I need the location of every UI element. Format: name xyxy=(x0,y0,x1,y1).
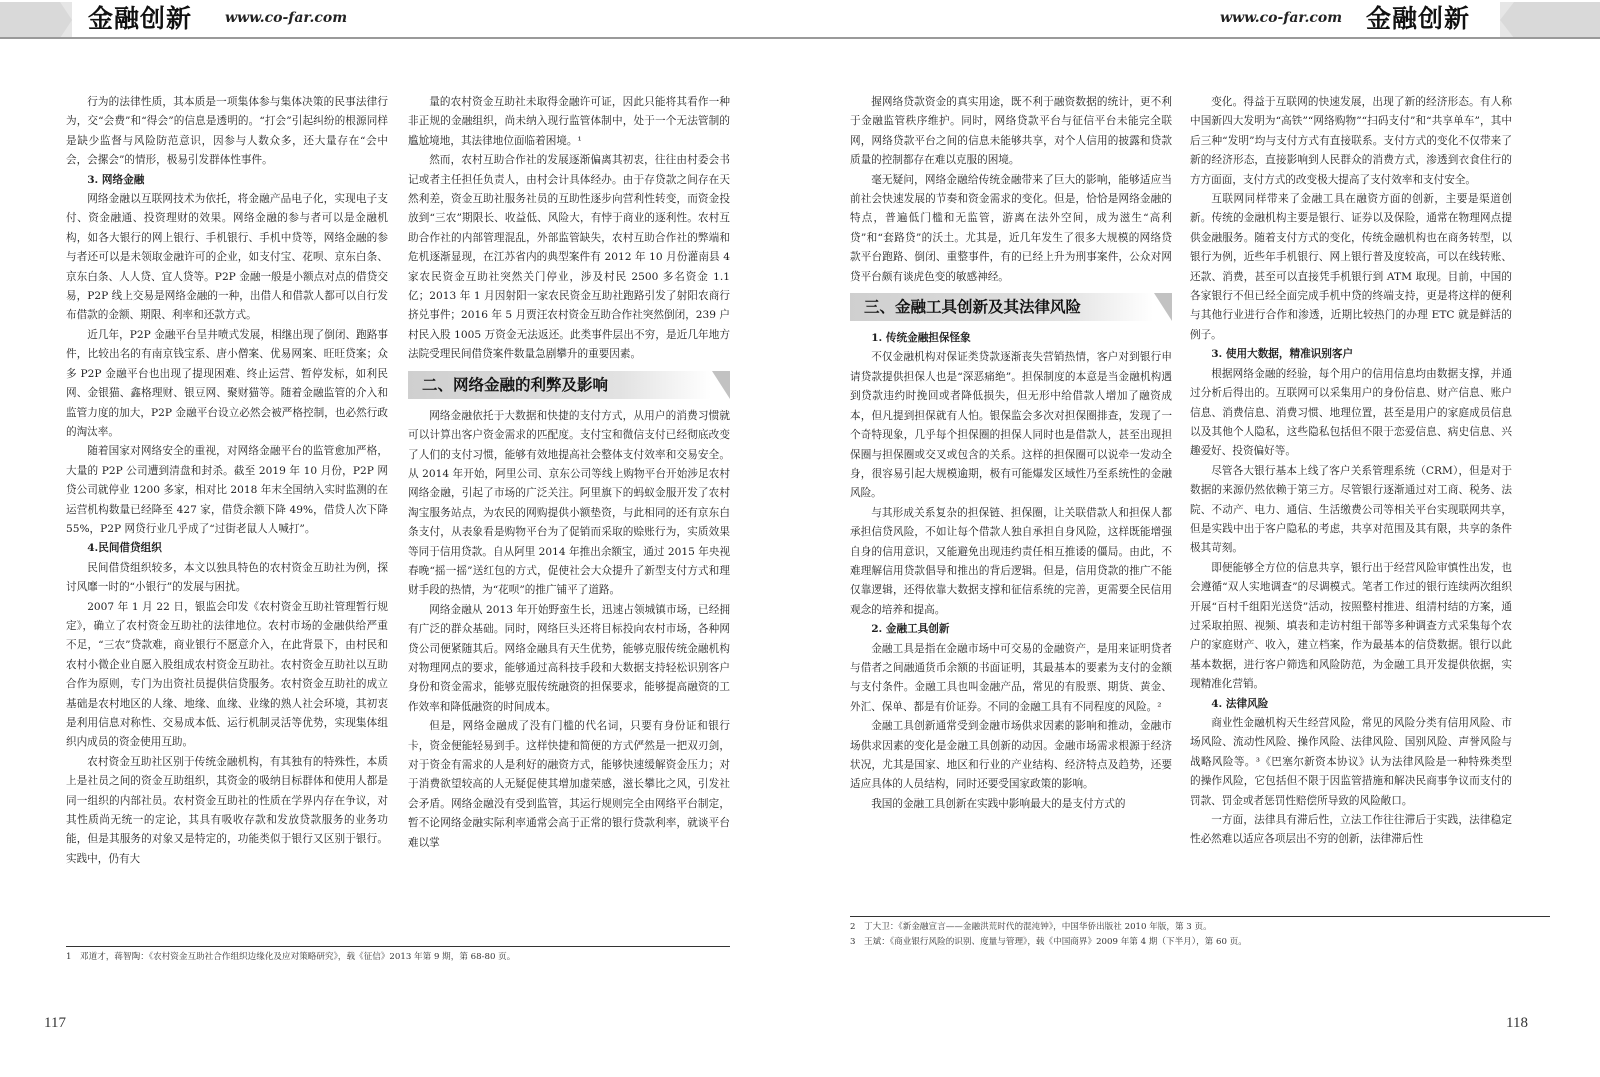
paragraph: 网络金融从 2013 年开始野蛮生长，迅速占领城镇市场，已经拥有广泛的群众基础。同时，网络巨头还将目标投向农村市场，各种网贷公司便紧随其后。网络金融具有天生优势，能够克服传统金融机构对物理网点的要求，能够通过高科技手段和大数据支持轻松识别客户身份和资金需求，能够克服传统融资的担保要求，能够提高融资的工作效率和降低融资的时间成本。 xyxy=(408,603,730,713)
paragraph: 量的农村资金互助社未取得金融许可证，因此只能将其看作一种非正规的金融组织，尚未纳入现行监管体制中，处于一个无法管制的尴尬境地，其法律地位面临着困境。¹ xyxy=(408,96,730,147)
footnote: 2 丁大卫：《新金融宣言——金融洪荒时代的混沌钟》，中国华侨出版社 2010 年版，第 3 页。 xyxy=(850,922,1212,932)
paragraph: 但是，网络金融成了没有门槛的代名词，只要有身份证和银行卡，资金便能轻易到手。这样快捷和简便的方式俨然是一把双刃剑，对于资金有需求的人是利好的融资方式，能够快速缓解资金压力；对于消费欲望较高的人无疑促使其增加虚荣感，滋长攀比之风，引发社会矛盾。网络金融没有受到监管，其运行规则完全由网络平台制定，暂不论网络金融实际利率通常会高于正常的银行贷款利率，就谈平台难以掌 xyxy=(408,720,730,849)
paragraph: 网络金融依托于大数据和快捷的支付方式，从用户的消费习惯就可以计算出客户资金需求的匹配度。支付宝和微信支付已经彻底改变了人们的支付习惯，能够有效地提高社会整体支付效率和交易安全。从 2014 年开始，阿里公司、京东公司等线上购物平台开始涉足农村网络金融，引起了市场的广泛关注。阿里旗下的蚂蚁金服开发了农村淘宝服务站点，为农民的网购提供小额垫资，与此相同的还有京东白条支付，从表象看是购物平台为了促销而采取的赊账行为，实质效果等同于信用贷款。自从阿里 2014 年推出余额宝，通过 2015 年央视春晚“摇一摇”送红包的方式，促使社会大众提升了新型支付方式和理财手段的热情，为“花呗”的推广铺平了道路。 xyxy=(408,409,730,597)
column-4 xyxy=(1190,93,1512,905)
paragraph: 不仅金融机构对保证类贷款逐渐丧失营销热情，客户对到银行申请贷款提供担保人也是“深恶痛绝”。担保制度的本意是当金融机构遇到贷款违约时挽回或者降低损失，但无形中给借款人增加了融资成本，但凡提到担保就有人怕。银保监会多次对担保圈排查，发现了一个奇特现象，几乎每个担保圈的担保人同时也是借款人，甚至出现担保圈与担保圈或交叉或包含的关系。这样的担保圈可以说牵一发动全身，很容易引起大规模逾期，极有可能爆发区域性乃至系统性的金融风险。 xyxy=(850,351,1172,500)
header-tab xyxy=(1500,2,1600,38)
paragraph: 商业性金融机构天生经营风险，常见的风险分类有信用风险、市场风险、流动性风险、操作风险、法律风险、国别风险、声誉风险与战略风险等。³《巴塞尔新资本协议》认为法律风险是一种特殊类型的操作风险，它包括但不限于因监管措施和解决民商事争议而支付的罚款、罚金或者惩罚性赔偿所导致的风险敞口。 xyxy=(1190,717,1512,807)
subheading: 4. 法律风险 xyxy=(1211,697,1269,710)
header-arrow-icon xyxy=(0,2,72,38)
paragraph: 毫无疑问，网络金融给传统金融带来了巨大的影响，能够适应当前社会快速发展的节奏和资金需求的变化。但是，恰恰是网络金融的特点，普遍低门槛和无监管，游离在法外空间，成为滋生“高利贷”和“套路贷”的沃土。尤其是，近几年发生了很多大规模的网络贷款平台跑路、倒闭、重整事件，有的已经上升为刑事案件，公众对网贷平台颇有谈虎色变的敏感神经。 xyxy=(850,173,1172,283)
paragraph: 我国的金融工具创新在实践中影响最大的是支付方式的 xyxy=(871,797,1126,810)
paragraph: 随着国家对网络安全的重视，对网络金融平台的监管愈加严格，大量的 P2P 公司遭到清盘和封杀。截至 2019 年 10 月份，P2P 网贷公司就停业 1200 多家，相对比 2018 年末全国纳入实时监测的在运营机构数量已经降至 427 家，借贷余额下降 49%，借贷人次下降 55%，P2P 网贷行业几乎成了“过街老鼠人人喊打”。 xyxy=(66,445,388,535)
header-title: 金融创新 xyxy=(88,4,193,33)
header-rule xyxy=(800,37,1600,39)
section-heading-text: 三、金融工具创新及其法律风险 xyxy=(864,298,1082,317)
paragraph: 变化。得益于互联网的快速发展，出现了新的经济形态。有人称中国新四大发明为“高铁”“网络购物”“扫码支付”和“共享单车”，其中后三种“发明”均与支付方式有直接联系。支付方式的变化不仅带来了新的经济形态，直接影响到人民群众的消费方式，渗透到衣食住行的方方面面，支付方式的改变极大提高了支付效率和支付安全。 xyxy=(1190,96,1512,186)
column-2 xyxy=(408,93,730,935)
paragraph: 金融工具创新通常受到金融市场供求因素的影响和推动，金融市场供求因素的变化是金融工具创新的动因。金融市场需求根源于经济状况，尤其是国家、地区和行业的产业结构、经济特点及趋势，还要适应具体的人员结构，同时还要受国家政策的影响。 xyxy=(850,720,1172,791)
page-number: 118 xyxy=(1506,1015,1528,1031)
subheading: 3. 使用大数据，精准识别客户 xyxy=(1211,348,1354,361)
paragraph: 金融工具是指在金融市场中可交易的金融资产，是用来证明贷者与借者之间融通货币余额的书面证明，其最基本的要素为支付的金额与支付条件。金融工具也叫金融产品，常见的有股票、期货、黄金、外汇、保单、都是有价证券。不同的金融工具有不同程度的风险。² xyxy=(850,642,1172,713)
footnote: 3 王斌：《商业银行风险的识别、度量与管理》，载《中国商界》2009 年第 4 期（下半月），第 60 页。 xyxy=(850,937,1247,947)
footnote: 1 邓道才，蒋智陶：《农村资金互助社合作组织边缘化及应对策略研究》，载《征信》2013 年第 9 期，第 68-80 页。 xyxy=(66,952,516,962)
subheading: 2. 金融工具创新 xyxy=(871,623,950,636)
paragraph: 即便能够全方位的信息共享，银行出于经营风险审慎性出发，也会遵循“双人实地调查”的尽调模式。笔者工作过的银行连续两次组织开展“百村千组阳光送贷”活动，按照整村推进、组清村结的方案，通过采取拍照、视频、填表和走访村组干部等多种调查方式采集每个农户的家庭财产、收入，建立档案，作为最基本的信贷数据。银行以此基本数据，进行客户筛选和风险防范，为金融工具开发提供依据，实现精准化营销。 xyxy=(1190,561,1512,691)
paragraph: 2007 年 1 月 22 日，银监会印发《农村资金互助社管理暂行规定》，确立了农村资金互助社的法律地位。农村市场的金融供给严重不足，“三农”贷款难，商业银行不愿意介入，在此背景下，由村民和农村小微企业自愿入股组成农村资金互助社。农村资金互助社以互助合作为原则，专门为出资社员提供信贷服务。农村资金互助社的成立基础是农村地区的人缘、地缘、血缘、业缘的熟人社会环境，其初衷是利用信息对称性、交易成本低、运行机制灵活等优势，实现集体组织内成员的资金使用互助。 xyxy=(66,600,388,749)
subheading: 1. 传统金融担保怪象 xyxy=(871,332,971,345)
paragraph: 近几年，P2P 金融平台呈井喷式发展，相继出现了倒闭、跑路事件，比较出名的有南京钱宝系、唐小僧案、优易网案、旺旺贷案；众多 P2P 金融平台也出现了提现困难、终止运营、暂停发标，如利民网、金银猫、鑫格理财、银豆网、聚财猫等。随着金融监管的介入和监管力度的加大，P2P 金融平台设立必然会被严格控制，也必然行政的淘汰率。 xyxy=(66,328,388,438)
paragraph: 根据网络金融的经验，每个用户的信用信息均由数据支撑，并通过分析后得出的。互联网可以采集用户的身份信息、财产信息、账户信息、消费信息、消费习惯、地理位置，甚至是用户的家庭成员信息以及其他个人隐私，这些隐私包括但不限于恋爱信息、病史信息、兴趣爱好、投资偏好等。 xyxy=(1190,367,1512,458)
column-3 xyxy=(850,93,1172,905)
header-rule xyxy=(0,37,800,39)
header-title: 金融创新 xyxy=(1366,4,1471,33)
paragraph: 然而，农村互助合作社的发展逐渐偏离其初衷，往往由村委会书记或者主任担任负责人，由村会计具体经办。由于存贷款之间存在天然利差，资金互助社服务社员的互助性逐步向营利性转变，而资金投放到“三农”期限长、收益低、风险大，有悖于商业的逐利性。农村互助合作社的内部管理混乱，外部监管缺失，农村互助合作社的弊端和危机逐渐显现，在江苏省内的典型案件有 2012 年 10 月份灌南县 4 家农民资金互助社突然关门停业，涉及村民 2500 多名资金 1.1 亿；2013 年 1 月因射阳一家农民资金互助社跑路引发了射阳农商行挤兑事件；2016 年 5 月贾汪农村资金互助合作社突然倒闭，239 户村民入股 1005 万资金无法返还。此类事件层出不穷，是近几年地方法院受理民间借贷案件数量急剧攀升的重要因素。 xyxy=(408,154,730,361)
section-heading-notch xyxy=(712,371,730,399)
footnote-rule xyxy=(66,946,730,947)
paragraph: 网络金融以互联网技术为依托，将金融产品电子化，实现电子支付、资金融通、投资理财的效果。网络金融的参与者可以是金融机构，如各大银行的网上银行、手机银行、手机中贷等，网络金融的参与者还可以是未领取金融许可的企业，如支付宝、花呗、京东白条、京东白条、人人贷、宜人贷等。P2P 金融一般是小额点对点的借贷交易，P2P 线上交易是网络金融的一种，出借人和借款人都可以自行发布借款的金额、期限、利率和还款方式。 xyxy=(66,193,388,322)
header-url: www.co-far.com xyxy=(1220,10,1343,26)
subheading: 3. 网络金融 xyxy=(87,173,145,186)
paragraph: 一方面，法律具有滞后性，立法工作往往滞后于实践，法律稳定性必然难以适应各项层出不穷的创新，法律滞后性 xyxy=(1190,814,1512,846)
right-page xyxy=(800,0,1600,1077)
paragraph: 行为的法律性质，其本质是一项集体参与集体决策的民事法律行为，交“会费”和“得会”的信息是透明的。“打会”引起纠纷的根源同样是缺少监督与风险防范意识，因参与人数众多，还大量存在“会中会，会摞会”的情形，极易引发群体性事件。 xyxy=(66,96,388,167)
column-1 xyxy=(66,93,388,935)
section-heading-notch xyxy=(1154,293,1172,321)
section-heading xyxy=(850,293,1172,321)
section-heading xyxy=(408,371,730,399)
subheading: 4.民间借贷组织 xyxy=(87,542,162,555)
paragraph: 尽管各大银行基本上线了客户关系管理系统（CRM），但是对于数据的来源仍然依赖于第三方。尽管银行逐渐通过对工商、税务、法院、不动产、电力、通信、生活缴费公司等相关平台实现联网共享，但是实践中出于客户隐私的考虑，共享对范围及其有限，共享的条件极其苛刻。 xyxy=(1190,464,1512,555)
header-url: www.co-far.com xyxy=(225,10,348,26)
section-heading-text: 二、网络金融的利弊及影响 xyxy=(422,375,609,394)
paragraph: 握网络贷款资金的真实用途，既不利于融资数据的统计，更不利于金融监管秩序维护。同时，网络贷款平台与征信平台未能完全联网，网络贷款平台之间的信息未能够共享，对个人信用的披露和贷款质量的控制都存在难以克服的困境。 xyxy=(850,96,1172,167)
footnote-rule xyxy=(850,916,1550,917)
page-number: 117 xyxy=(44,1015,66,1031)
header-tab xyxy=(0,2,72,38)
paragraph: 互联网同样带来了金融工具在融资方面的创新，主要是渠道创新。传统的金融机构主要是银行、证券以及保险，通常在物理网点提供金融服务。随着支付方式的变化，传统金融机构也在商务转型，以银行为例，近些年手机银行、网上银行普及度较高，可以在线转账、还款、消费，甚至可以直接凭手机银行到 ATM 取现。目前，中国的各家银行不但已经全面完成手机中贷的终端支持，更是将这样的便利与其他行业进行合作和渗透，近期比较热门的办理 ETC 就是鲜活的例子。 xyxy=(1190,193,1512,341)
paragraph: 农村资金互助社区别于传统金融机构，有其独有的特殊性，本质上是社员之间的资金互助组织，其资金的吸纳目标群体和使用人都是同一组织的内部社员。农村资金互助社的性质在学界内存在争议，对其性质尚无统一的定论，其具有吸收存款和发放贷款服务的业务功能，但是其服务的对象又是特定的，功能类似于银行又区别于银行。实践中，仍有大 xyxy=(66,755,388,865)
header-arrow-icon xyxy=(1500,2,1600,38)
paragraph: 与其形成关系复杂的担保链、担保圈，让关联借款人和担保人都承担信贷风险，不如让每个借款人独自承担自身风险，这样既能增强自身的信用意识，又能避免出现违约责任相互推诿的僵局。由此，不难理解信用贷款倡导和推出的背后逻辑。但是，信用贷款的推广不能仅靠逻辑，还得依靠大数据支撑和征信系统的完善，更需要全民信用观念的培养和提高。 xyxy=(850,506,1172,616)
paragraph: 民间借贷组织较多，本文以独具特色的农村资金互助社为例，探讨风靡一时的“小银行”的发展与困扰。 xyxy=(66,561,388,594)
